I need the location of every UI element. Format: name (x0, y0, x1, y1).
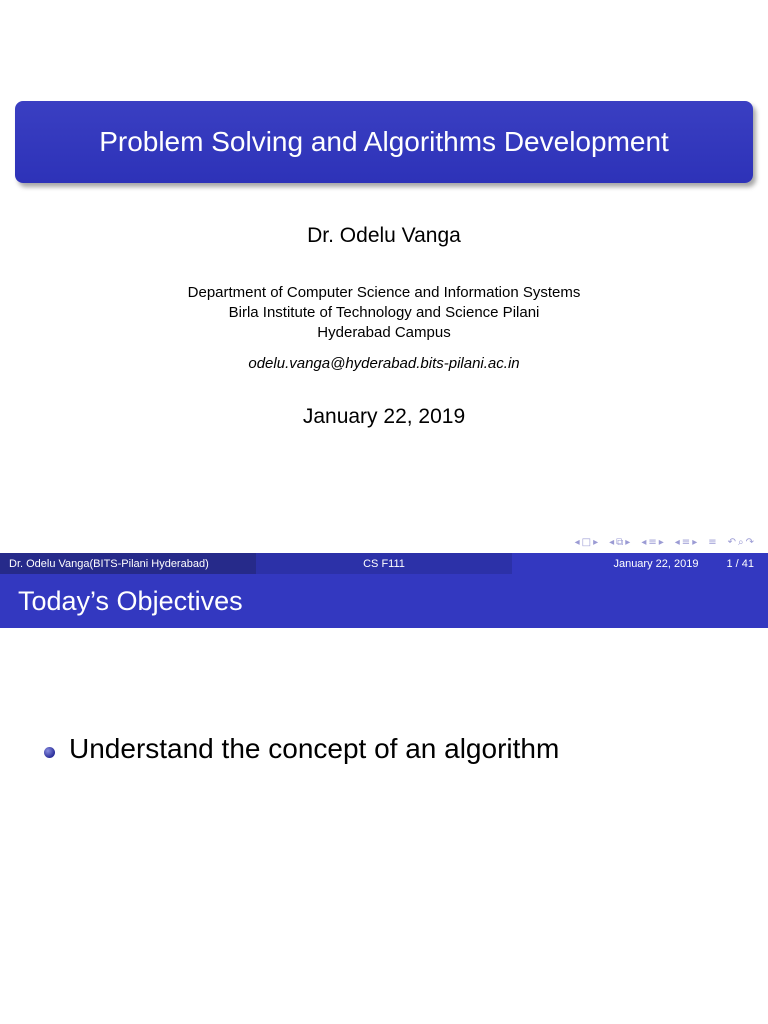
footer-date: January 22, 2019 (613, 557, 699, 570)
section-next-icon[interactable]: ▸ (658, 536, 664, 548)
footer-date-section (512, 553, 768, 574)
footer-course: CS F111 (363, 557, 405, 570)
frame-next-icon[interactable]: ▸ (593, 536, 599, 548)
subsection-prev-icon[interactable]: ◂ (609, 536, 615, 548)
forward-icon[interactable]: ↷ (745, 536, 754, 548)
subsubsection-next-icon[interactable]: ▸ (692, 536, 698, 548)
frame-title-bar (0, 574, 768, 628)
subsubsection-prev-icon[interactable]: ◂ (674, 536, 680, 548)
institute-department: Department of Computer Science and Information Systems (187, 284, 581, 301)
list-item (44, 733, 559, 765)
frame-prev-icon[interactable]: ◂ (574, 536, 580, 548)
footer-institute: (BITS-Pilani Hyderabad) (89, 557, 209, 570)
subsection-icon[interactable]: ⧉ (616, 536, 624, 548)
section-icon[interactable]: ≡ (648, 536, 657, 548)
presentation-title: Problem Solving and Algorithms Development (99, 126, 669, 157)
institute-name: Birla Institute of Technology and Science Pilani (228, 304, 540, 321)
footer-course-section (256, 553, 512, 574)
subsection-next-icon[interactable]: ▸ (625, 536, 631, 548)
institute-campus: Hyderabad Campus (317, 324, 451, 341)
search-icon[interactable]: ⌕ (738, 536, 744, 548)
subsubsection-icon[interactable]: ≡ (681, 536, 691, 548)
back-icon[interactable]: ↶ (727, 536, 736, 548)
slide-footer (0, 553, 768, 574)
footer-author: Dr. Odelu Vanga (9, 557, 90, 570)
frame-title: Today’s Objectives (18, 585, 243, 616)
author-name: Dr. Odelu Vanga (307, 224, 461, 247)
author-email: odelu.vanga@hyderabad.bits-pilani.ac.in (248, 355, 520, 372)
footer-page-number: 1 / 41 (726, 557, 754, 570)
footer-author-section (0, 553, 256, 574)
presentation-date: January 22, 2019 (302, 405, 466, 428)
outline-icon[interactable]: ≡ (708, 536, 717, 548)
bullet-text: Understand the concept of an algorithm (69, 733, 560, 764)
title-block (15, 101, 753, 183)
beamer-navigation-bar (575, 534, 762, 550)
section-prev-icon[interactable]: ◂ (641, 536, 647, 548)
bullet-icon (44, 747, 55, 758)
frame-icon[interactable]: □ (581, 536, 592, 548)
